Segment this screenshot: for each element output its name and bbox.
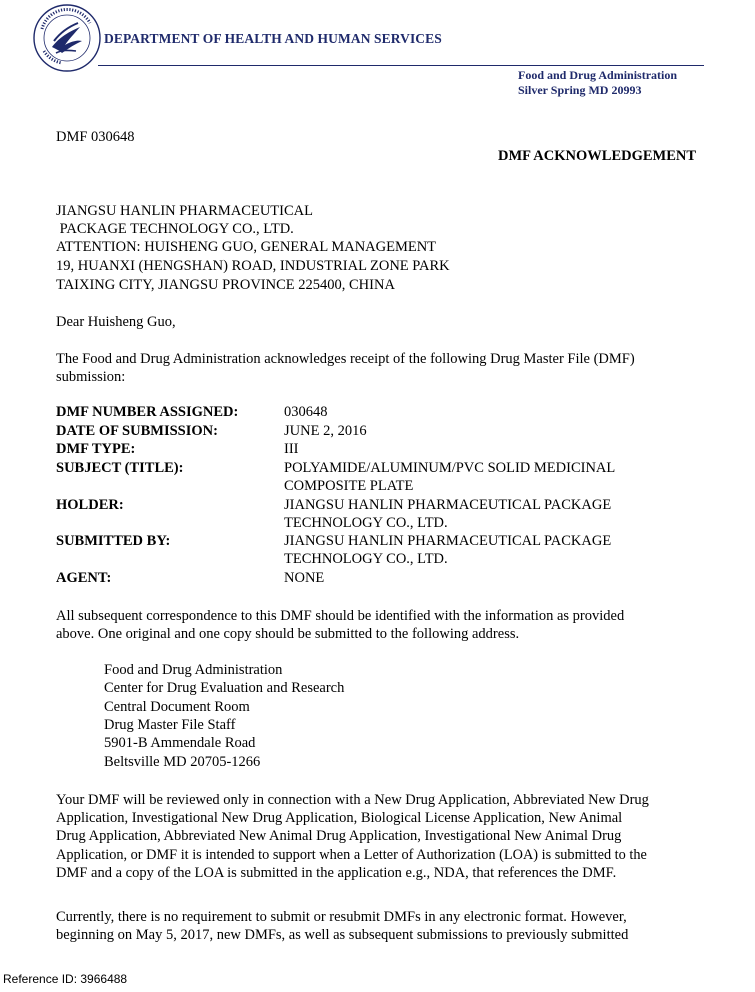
electronic-line: Currently, there is no requirement to submit or resubmit DMFs in any electronic format. However, [56, 909, 627, 925]
salutation: Dear Huisheng Guo, [56, 314, 176, 330]
field-value: TECHNOLOGY CO., LTD. [284, 515, 448, 531]
field-label: SUBJECT (TITLE): [56, 460, 184, 476]
intro-line: The Food and Drug Administration acknowledges receipt of the following Drug Master File (DMF) [56, 351, 635, 367]
field-value: JUNE 2, 2016 [284, 423, 367, 439]
agency-location: Silver Spring MD 20993 [518, 83, 642, 97]
address-line: 19, HUANXI (HENGSHAN) ROAD, INDUSTRIAL ZONE PARK [56, 258, 450, 274]
field-label: DMF NUMBER ASSIGNED: [56, 404, 239, 420]
dmf-reference: DMF 030648 [56, 129, 135, 145]
correspondence-line: All subsequent correspondence to this DMF should be identified with the information as provided [56, 608, 625, 624]
hhs-seal-logo [32, 3, 102, 73]
field-value: JIANGSU HANLIN PHARMACEUTICAL PACKAGE [284, 497, 612, 513]
field-label: DMF TYPE: [56, 441, 136, 457]
field-value: TECHNOLOGY CO., LTD. [284, 551, 448, 567]
review-line: Drug Application, Abbreviated New Animal Drug Application, Investigational New Animal Drug [56, 828, 622, 844]
field-value: III [284, 441, 299, 457]
intro-line: submission: [56, 369, 126, 385]
field-label: DATE OF SUBMISSION: [56, 423, 218, 439]
letterhead-divider [98, 65, 704, 66]
reference-id: Reference ID: 3966488 [3, 972, 128, 986]
mail-address-line: Central Document Room [104, 699, 250, 715]
department-name: DEPARTMENT OF HEALTH AND HUMAN SERVICES [104, 31, 442, 46]
mail-address-line: Food and Drug Administration [104, 662, 283, 678]
document-title: DMF ACKNOWLEDGEMENT [498, 148, 697, 164]
field-label: SUBMITTED BY: [56, 533, 171, 549]
correspondence-line: above. One original and one copy should be submitted to the following address. [56, 626, 520, 642]
review-line: Application, Investigational New Drug Application, Biological License Application, New Animal [56, 810, 623, 826]
address-line: ATTENTION: HUISHENG GUO, GENERAL MANAGEMENT [56, 239, 437, 255]
agency-name: Food and Drug Administration [518, 68, 678, 82]
field-value: COMPOSITE PLATE [284, 478, 414, 494]
review-line: Your DMF will be reviewed only in connection with a New Drug Application, Abbreviated New Drug [56, 792, 649, 808]
review-line: DMF and a copy of the LOA is submitted in the application e.g., NDA, that references the DMF. [56, 865, 617, 881]
electronic-line: beginning on May 5, 2017, new DMFs, as well as subsequent submissions to previously submitted [56, 927, 629, 943]
field-value: POLYAMIDE/ALUMINUM/PVC SOLID MEDICINAL [284, 460, 616, 476]
mail-address-line: 5901-B Ammendale Road [104, 735, 256, 751]
field-value: JIANGSU HANLIN PHARMACEUTICAL PACKAGE [284, 533, 612, 549]
field-label: HOLDER: [56, 497, 124, 513]
field-label: AGENT: [56, 570, 112, 586]
mail-address-line: Drug Master File Staff [104, 717, 236, 733]
mail-address-line: Center for Drug Evaluation and Research [104, 680, 345, 696]
address-line: TAIXING CITY, JIANGSU PROVINCE 225400, CHINA [56, 277, 395, 293]
address-line: JIANGSU HANLIN PHARMACEUTICAL [56, 203, 313, 219]
field-value: 030648 [284, 404, 328, 420]
address-line: PACKAGE TECHNOLOGY CO., LTD. [56, 221, 294, 237]
review-line: Application, or DMF it is intended to support when a Letter of Authorization (LOA) is submitted to the [56, 847, 647, 863]
field-value: NONE [284, 570, 325, 586]
mail-address-line: Beltsville MD 20705-1266 [104, 754, 261, 770]
